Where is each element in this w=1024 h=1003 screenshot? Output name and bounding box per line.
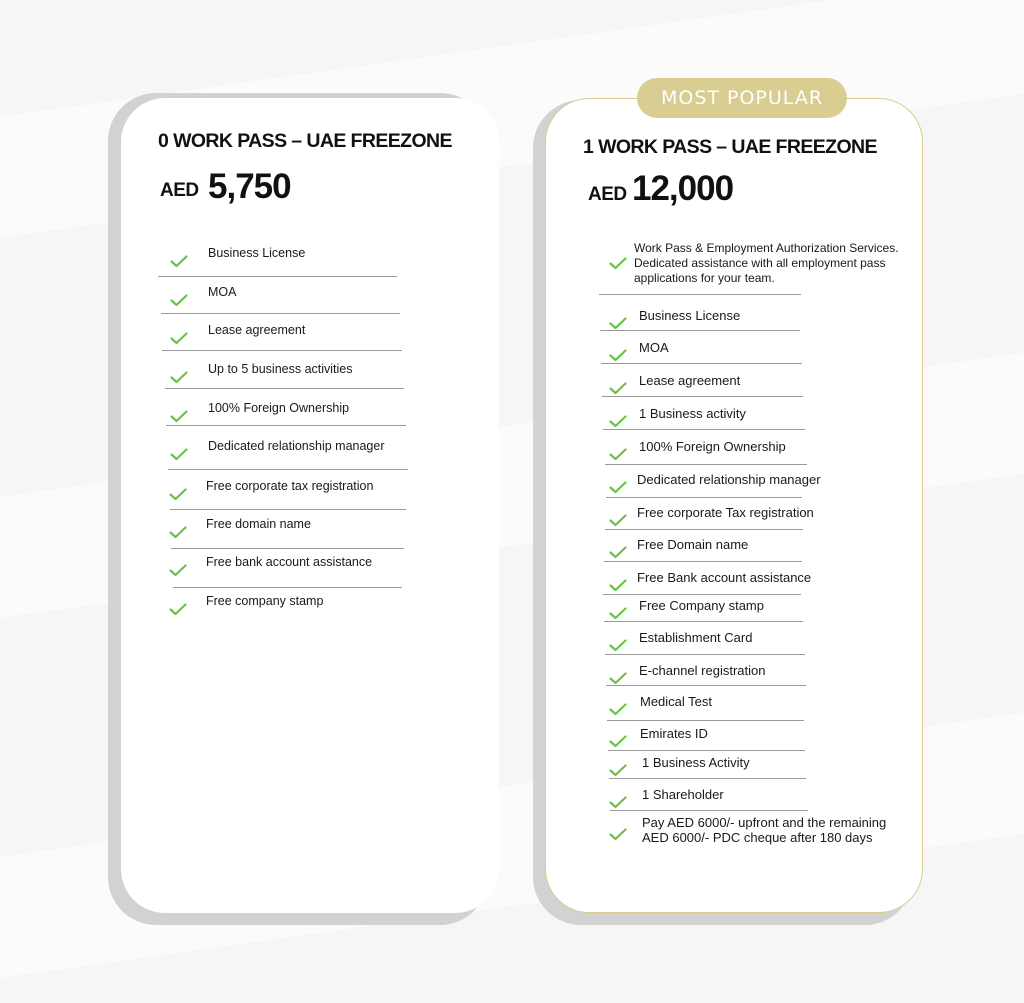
- check-icon: [170, 410, 188, 423]
- feature-label: Free Company stamp: [639, 598, 764, 613]
- feature-divider: [603, 594, 801, 595]
- check-icon: [170, 371, 188, 384]
- check-icon: [169, 526, 187, 539]
- check-icon: [609, 317, 627, 330]
- feature-divider: [606, 685, 806, 686]
- feature-divider: [165, 388, 404, 389]
- check-icon: [170, 332, 188, 345]
- check-icon: [609, 828, 627, 841]
- plan-title: 0 WORK PASS – UAE FREEZONE: [158, 130, 452, 152]
- plan-price: 5,750: [208, 167, 291, 206]
- feature-divider: [609, 778, 806, 779]
- feature-label: Establishment Card: [639, 630, 753, 645]
- check-icon: [609, 607, 627, 620]
- check-icon: [609, 481, 627, 494]
- feature-label: 100% Foreign Ownership: [208, 401, 350, 415]
- feature-label: Free Bank account assistance: [637, 570, 812, 585]
- feature-label: Free domain name: [206, 517, 311, 531]
- check-icon: [609, 672, 627, 685]
- feature-label: Emirates ID: [640, 726, 708, 741]
- feature-divider: [602, 396, 803, 397]
- feature-label: Dedicated relationship manager: [208, 439, 385, 453]
- feature-label: Lease agreement: [208, 323, 306, 337]
- feature-divider: [610, 810, 808, 811]
- plan-currency: AED: [160, 180, 199, 201]
- feature-divider: [171, 548, 404, 549]
- feature-divider: [162, 350, 402, 351]
- feature-label: MOA: [639, 340, 669, 355]
- feature-label: Free Domain name: [637, 537, 749, 552]
- check-icon: [609, 546, 627, 559]
- feature-divider: [604, 621, 803, 622]
- check-icon: [609, 257, 627, 270]
- check-icon: [609, 639, 627, 652]
- feature-label: 100% Foreign Ownership: [639, 439, 786, 454]
- check-icon: [609, 349, 627, 362]
- feature-label: Free company stamp: [206, 594, 324, 608]
- feature-divider: [605, 529, 803, 530]
- feature-label: Up to 5 business activities: [208, 362, 353, 376]
- feature-divider: [604, 561, 802, 562]
- plan-currency: AED: [588, 184, 627, 205]
- check-icon: [169, 603, 187, 616]
- plan-card-0-work-pass: [121, 98, 499, 913]
- feature-label: Work Pass & Employment Authorization Services. Dedicated assistance with all employment pass applications for your team.: [634, 241, 899, 285]
- feature-divider: [603, 429, 805, 430]
- feature-label: MOA: [208, 285, 237, 299]
- feature-label: 1 Business Activity: [642, 755, 750, 770]
- feature-label: 1 Business activity: [639, 406, 746, 421]
- feature-divider: [605, 464, 807, 465]
- check-icon: [170, 294, 188, 307]
- feature-label: Dedicated relationship manager: [637, 472, 821, 487]
- feature-divider: [601, 363, 802, 364]
- check-icon: [169, 564, 187, 577]
- feature-label: Medical Test: [640, 694, 713, 709]
- feature-label: Business License: [208, 246, 306, 260]
- feature-divider: [605, 654, 805, 655]
- check-icon: [170, 255, 188, 268]
- feature-label: Lease agreement: [639, 373, 741, 388]
- check-icon: [609, 415, 627, 428]
- check-icon: [609, 514, 627, 527]
- check-icon: [609, 735, 627, 748]
- check-icon: [170, 448, 188, 461]
- feature-divider: [158, 276, 397, 277]
- feature-divider: [161, 313, 400, 314]
- check-icon: [609, 796, 627, 809]
- feature-divider: [168, 469, 408, 470]
- check-icon: [169, 488, 187, 501]
- feature-label: Free bank account assistance: [206, 555, 373, 569]
- check-icon: [609, 382, 627, 395]
- feature-divider: [166, 425, 406, 426]
- check-icon: [609, 764, 627, 777]
- most-popular-badge: MOST POPULAR: [637, 78, 847, 118]
- feature-label: 1 Shareholder: [642, 787, 724, 802]
- plan-title: 1 WORK PASS – UAE FREEZONE: [583, 136, 877, 158]
- check-icon: [609, 448, 627, 461]
- feature-label: Pay AED 6000/- upfront and the remaining AED 6000/- PDC cheque after 180 days: [642, 815, 887, 845]
- feature-divider: [608, 750, 805, 751]
- feature-label: Business License: [639, 308, 741, 323]
- feature-divider: [599, 294, 801, 295]
- feature-divider: [607, 720, 804, 721]
- feature-divider: [170, 509, 406, 510]
- feature-label: Free corporate tax registration: [206, 479, 374, 493]
- feature-divider: [606, 497, 802, 498]
- plan-price: 12,000: [632, 169, 734, 208]
- check-icon: [609, 579, 627, 592]
- feature-divider: [600, 330, 800, 331]
- feature-label: Free corporate Tax registration: [637, 505, 814, 520]
- feature-label: E-channel registration: [639, 663, 766, 678]
- feature-divider: [173, 587, 402, 588]
- check-icon: [609, 703, 627, 716]
